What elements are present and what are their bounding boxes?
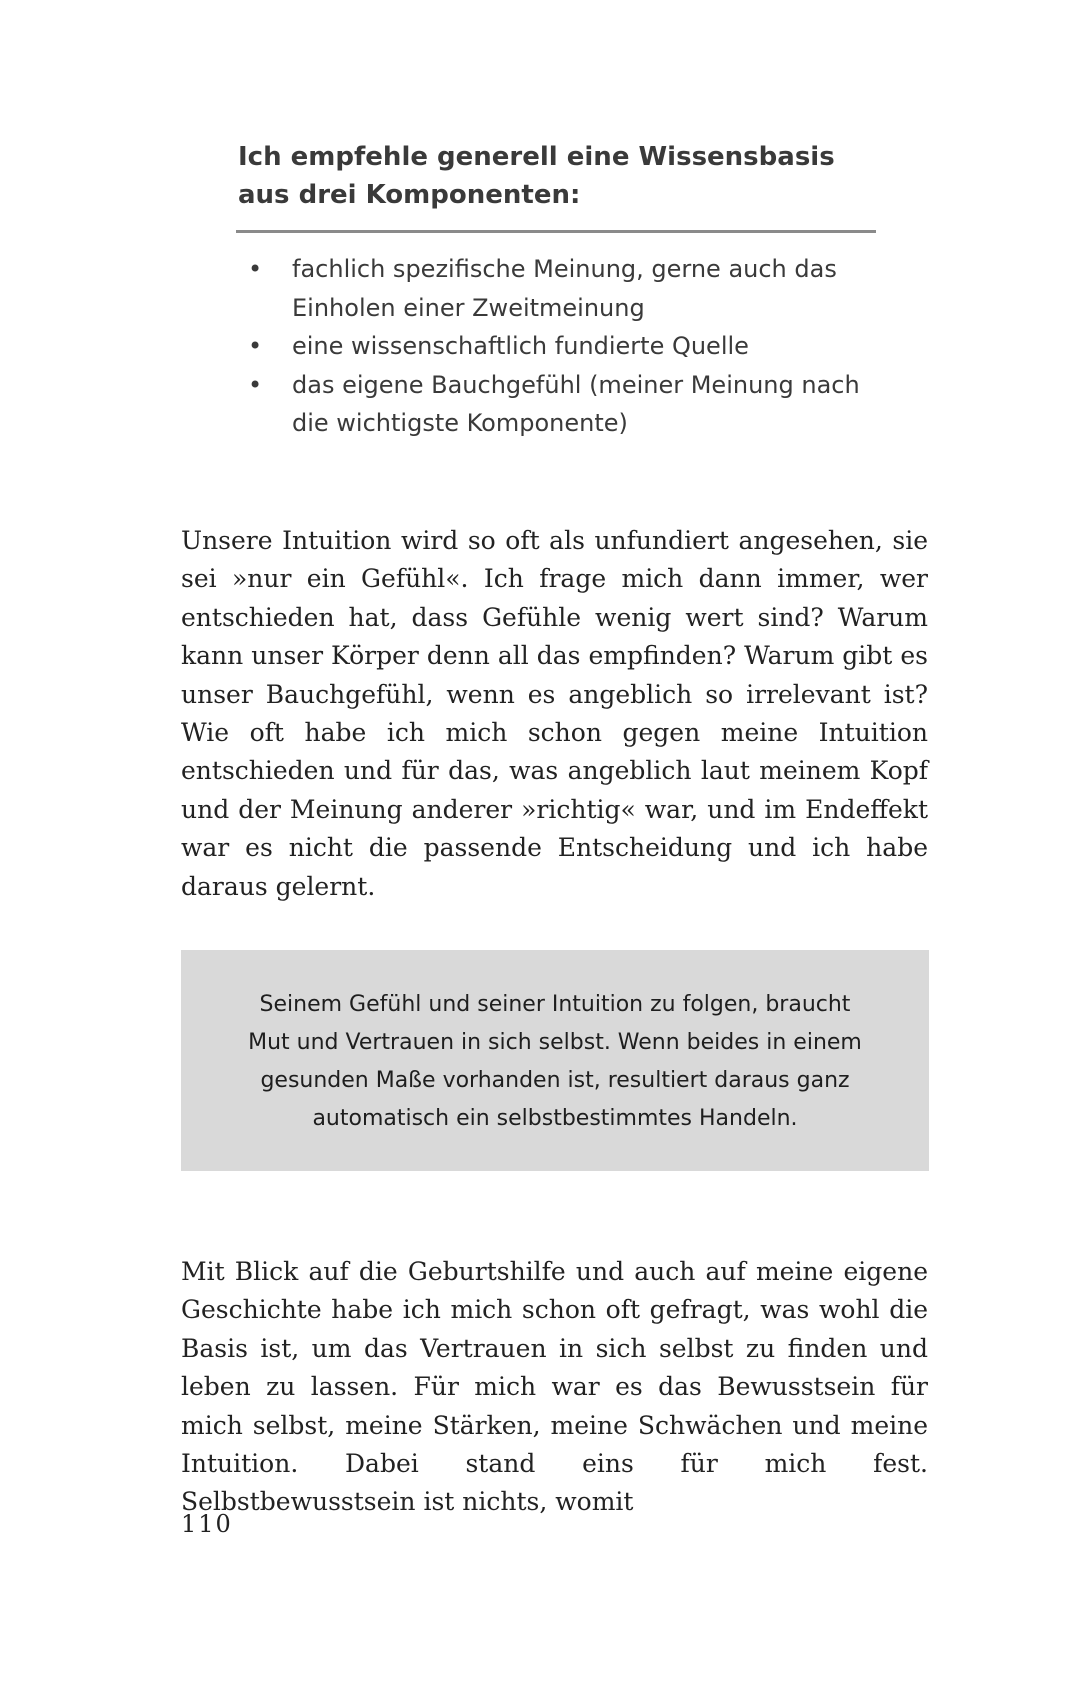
- list-item-text: fachlich spezifische Meinung, gerne auch das Einholen einer Zweitmeinung: [292, 255, 837, 322]
- bullet-icon: •: [248, 370, 263, 399]
- section-heading: Ich empfehle generell eine Wissensbasis aus drei Komponenten:: [238, 142, 835, 210]
- list-item: [238, 250, 878, 327]
- list-item-text: das eigene Bauchgefühl (meiner Meinung nach die wichtigste Komponente): [292, 370, 860, 437]
- list-item-text: eine wissenschaftlich fundierte Quelle: [292, 332, 749, 360]
- list-item: [238, 327, 878, 366]
- list-item: [238, 366, 878, 443]
- bullet-icon: •: [248, 332, 263, 360]
- body-paragraph-1: Unsere Intuition wird so oft als unfundiert angesehen, sie sei »nur ein Gefühl«. Ich frage mich dann immer, wer entschieden hat, dass Gefühle wenig wert sind? Warum kann unser Körper denn all das empfinden? Warum gibt es unser Bauchgefühl, wenn es angeblich so irrelevant ist? Wie oft habe ich mich schon gegen meine Intuition entschieden und für das, was angeblich laut meinem Kopf und der Meinung anderer »richtig« war, und im Endeffekt war es nicht die passende Entscheidung und ich habe daraus gelernt.: [181, 526, 928, 901]
- page-number: 110: [181, 1510, 233, 1538]
- highlight-quote-text: Seinem Gefühl und seiner Intuition zu folgen, braucht Mut und Vertrauen in sich selbst. Wenn beides in einem gesunden Maße vorhanden ist, resultiert daraus ganz automatisch ein selbstbestimmtes Handeln.: [248, 992, 862, 1131]
- bullet-list: [238, 250, 878, 443]
- heading-divider: [236, 230, 876, 233]
- bullet-icon: •: [248, 255, 263, 283]
- highlight-quote-box: [181, 950, 929, 1171]
- body-paragraph-2: Mit Blick auf die Geburtshilfe und auch auf meine eigene Geschichte habe ich mich schon oft gefragt, was wohl die Basis ist, um das Vertrauen in sich selbst zu finden und leben zu lassen. Für mich war es das Bewusstsein für mich selbst, meine Stärken, meine Schwächen und meine Intuition. Dabei stand eins für mich fest. Selbstbewusstsein ist nichts, womit: [181, 1257, 928, 1517]
